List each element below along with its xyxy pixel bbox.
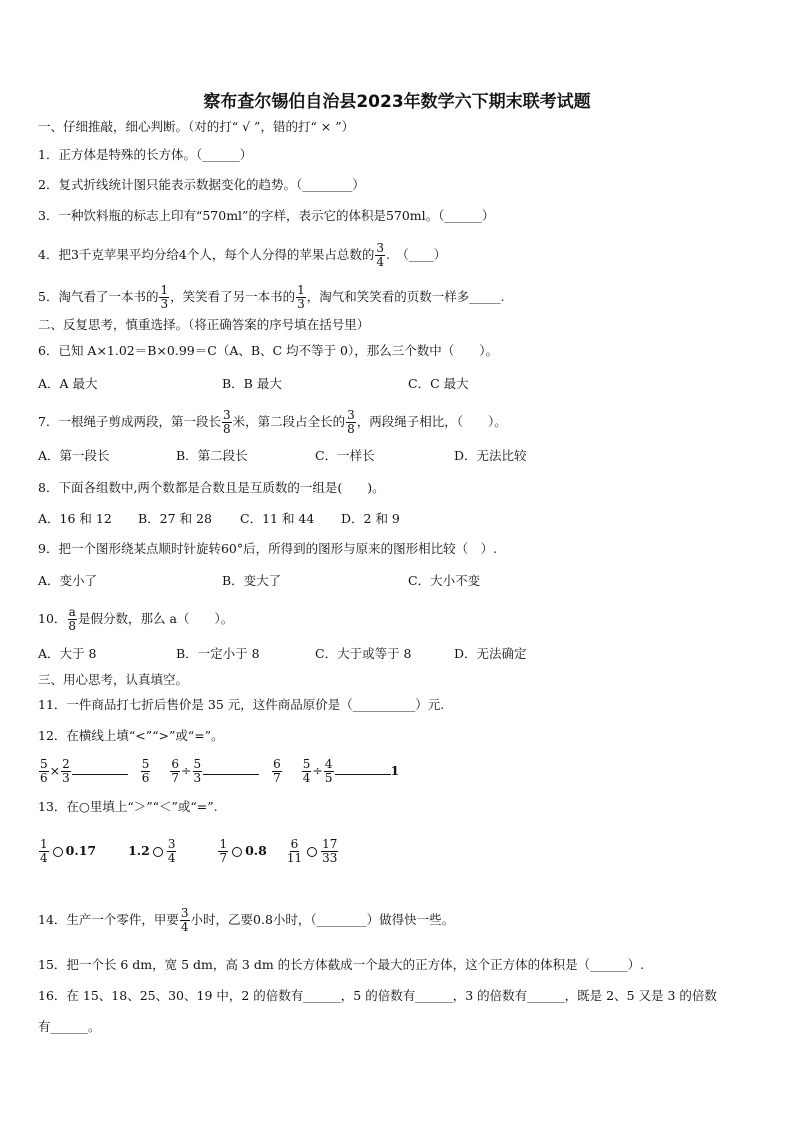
- question-3: 3．一种饮料瓶的标志上印有“570ml”的字样，表示它的体积是570ml。（______）: [38, 208, 495, 223]
- q7-option-a: A．第一段长: [38, 448, 110, 463]
- question-16-continued: 有______。: [38, 1019, 101, 1034]
- question-8: 8．下面各组数中,两个数都是合数且是互质数的一组是( )。: [38, 480, 385, 495]
- fraction: $\frac{1}{3}$: [297, 283, 305, 311]
- q8-option-a: A．16 和 12: [38, 511, 112, 526]
- q6-option-a: A．A 最大: [38, 376, 98, 391]
- q8-option-c: C．11 和 44: [240, 511, 315, 526]
- q10-option-b: B．一定小于 8: [176, 646, 260, 661]
- q9-option-a: A．变小了: [38, 573, 98, 588]
- fraction: $\frac{3}{8}$: [347, 408, 355, 436]
- compare-circle[interactable]: [307, 847, 317, 857]
- fraction: $\frac{1}{3}$: [160, 283, 169, 311]
- compare-circle[interactable]: [232, 847, 242, 857]
- fraction: $\frac{3}{4}$: [376, 241, 385, 269]
- section-1-heading: 一、仔细推敲，细心判断。（对的打“ √ ”，错的打“ × ”）: [38, 119, 355, 134]
- q10-option-c: C．大于或等于 8: [315, 646, 412, 661]
- q6-option-b: B．B 最大: [222, 376, 282, 391]
- q10-option-d: D．无法确定: [454, 646, 527, 661]
- question-6: 6．已知 A×1.02＝B×0.99＝C（A、B、C 均不等于 0），那么三个数中（ ）。: [38, 343, 498, 358]
- answer-blank[interactable]: [203, 774, 259, 775]
- question-13: 13．在○里填上“＞”“＜”或“=”.: [38, 799, 218, 814]
- question-7: 7．一根绳子剪成两段，第一段长 $\frac{3}{8}$ 米，第二段占全长的 $\frac{3}{8}$ ，两段绳子相比，（ ）。: [38, 408, 507, 436]
- question-13-expressions: $\frac{1}{4}$ 0.17 1.2 $\frac{3}{4}$ $\frac{1}{7}$ 0.8 $\frac{6}{11}$ $\frac{17}{33}$: [40, 837, 338, 865]
- q7-option-d: D．无法比较: [454, 448, 527, 463]
- q9-option-c: C．大小不变: [408, 573, 481, 588]
- section-3-heading: 三、用心思考，认真填空。: [38, 672, 189, 687]
- question-14: 14．生产一个零件，甲要 $\frac{3}{4}$ 小时，乙要0.8小时，（________）做得快一些。: [38, 906, 455, 934]
- q7-option-c: C．一样长: [315, 448, 375, 463]
- question-12: 12．在横线上填“<”“>”或“=”。: [38, 728, 224, 743]
- fraction: $\frac{3}{4}$: [180, 906, 189, 934]
- compare-circle[interactable]: [53, 847, 63, 857]
- fraction: $\frac{3}{8}$: [222, 408, 231, 436]
- question-16: 16．在 15、18、25、30、19 中，2 的倍数有______，5 的倍数有______，3 的倍数有______，既是 2、5 又是 3 的倍数: [38, 988, 717, 1003]
- compare-circle[interactable]: [153, 847, 163, 857]
- question-4-text: 4．把3千克苹果平均分给4个人，每个人分得的苹果占总数的: [38, 247, 375, 262]
- q7-option-b: B．第二段长: [176, 448, 248, 463]
- q8-option-b: B．27 和 28: [138, 511, 212, 526]
- question-10: 10． $\frac{a}{8}$ 是假分数，那么 a（ ）。: [38, 605, 234, 633]
- q10-option-a: A．大于 8: [38, 646, 97, 661]
- question-9: 9．把一个图形绕某点顺时针旋转60°后，所得到的图形与原来的图形相比较（ ）.: [38, 541, 498, 556]
- question-5: 5．淘气看了一本书的 $\frac{1}{3}$ ，笑笑看了另一本书的 $\frac{1}{3}$ ，淘气和笑笑看的页数一样多_____.: [38, 283, 505, 311]
- answer-blank[interactable]: [335, 774, 391, 775]
- q9-option-b: B．变大了: [222, 573, 282, 588]
- question-12-expressions: $\frac{5}{6}$ × $\frac{2}{3}$ $\frac{5}{6}$ $\frac{6}{7}$ ÷ $\frac{5}{3}$ $\frac{6}{7}$ $\frac{5}{4}$ ÷ $\frac{4}{5}$ 1: [40, 757, 400, 785]
- question-1: 1．正方体是特殊的长方体。（______）: [38, 147, 253, 162]
- question-4: [38, 242, 446, 269]
- question-15: 15．把一个长 6 dm，宽 5 dm，高 3 dm 的长方体截成一个最大的正方体，这个正方体的体积是（______）.: [38, 957, 645, 972]
- q6-option-c: C．C 最大: [408, 376, 469, 391]
- fraction: $\frac{a}{8}$: [68, 605, 77, 633]
- question-4-blank: . （____）: [386, 247, 447, 262]
- answer-blank[interactable]: [72, 774, 128, 775]
- page-title: 察布查尔锡伯自治县2023年数学六下期末联考试题: [203, 92, 591, 112]
- question-11: 11．一件商品打七折后售价是 35 元，这件商品原价是（__________）元.: [38, 697, 445, 712]
- q8-option-d: D．2 和 9: [341, 511, 400, 526]
- section-2-heading: 二、反复思考，慎重选择。（将正确答案的序号填在括号里）: [38, 317, 370, 332]
- question-2: 2．复式折线统计图只能表示数据变化的趋势。（________）: [38, 177, 365, 192]
